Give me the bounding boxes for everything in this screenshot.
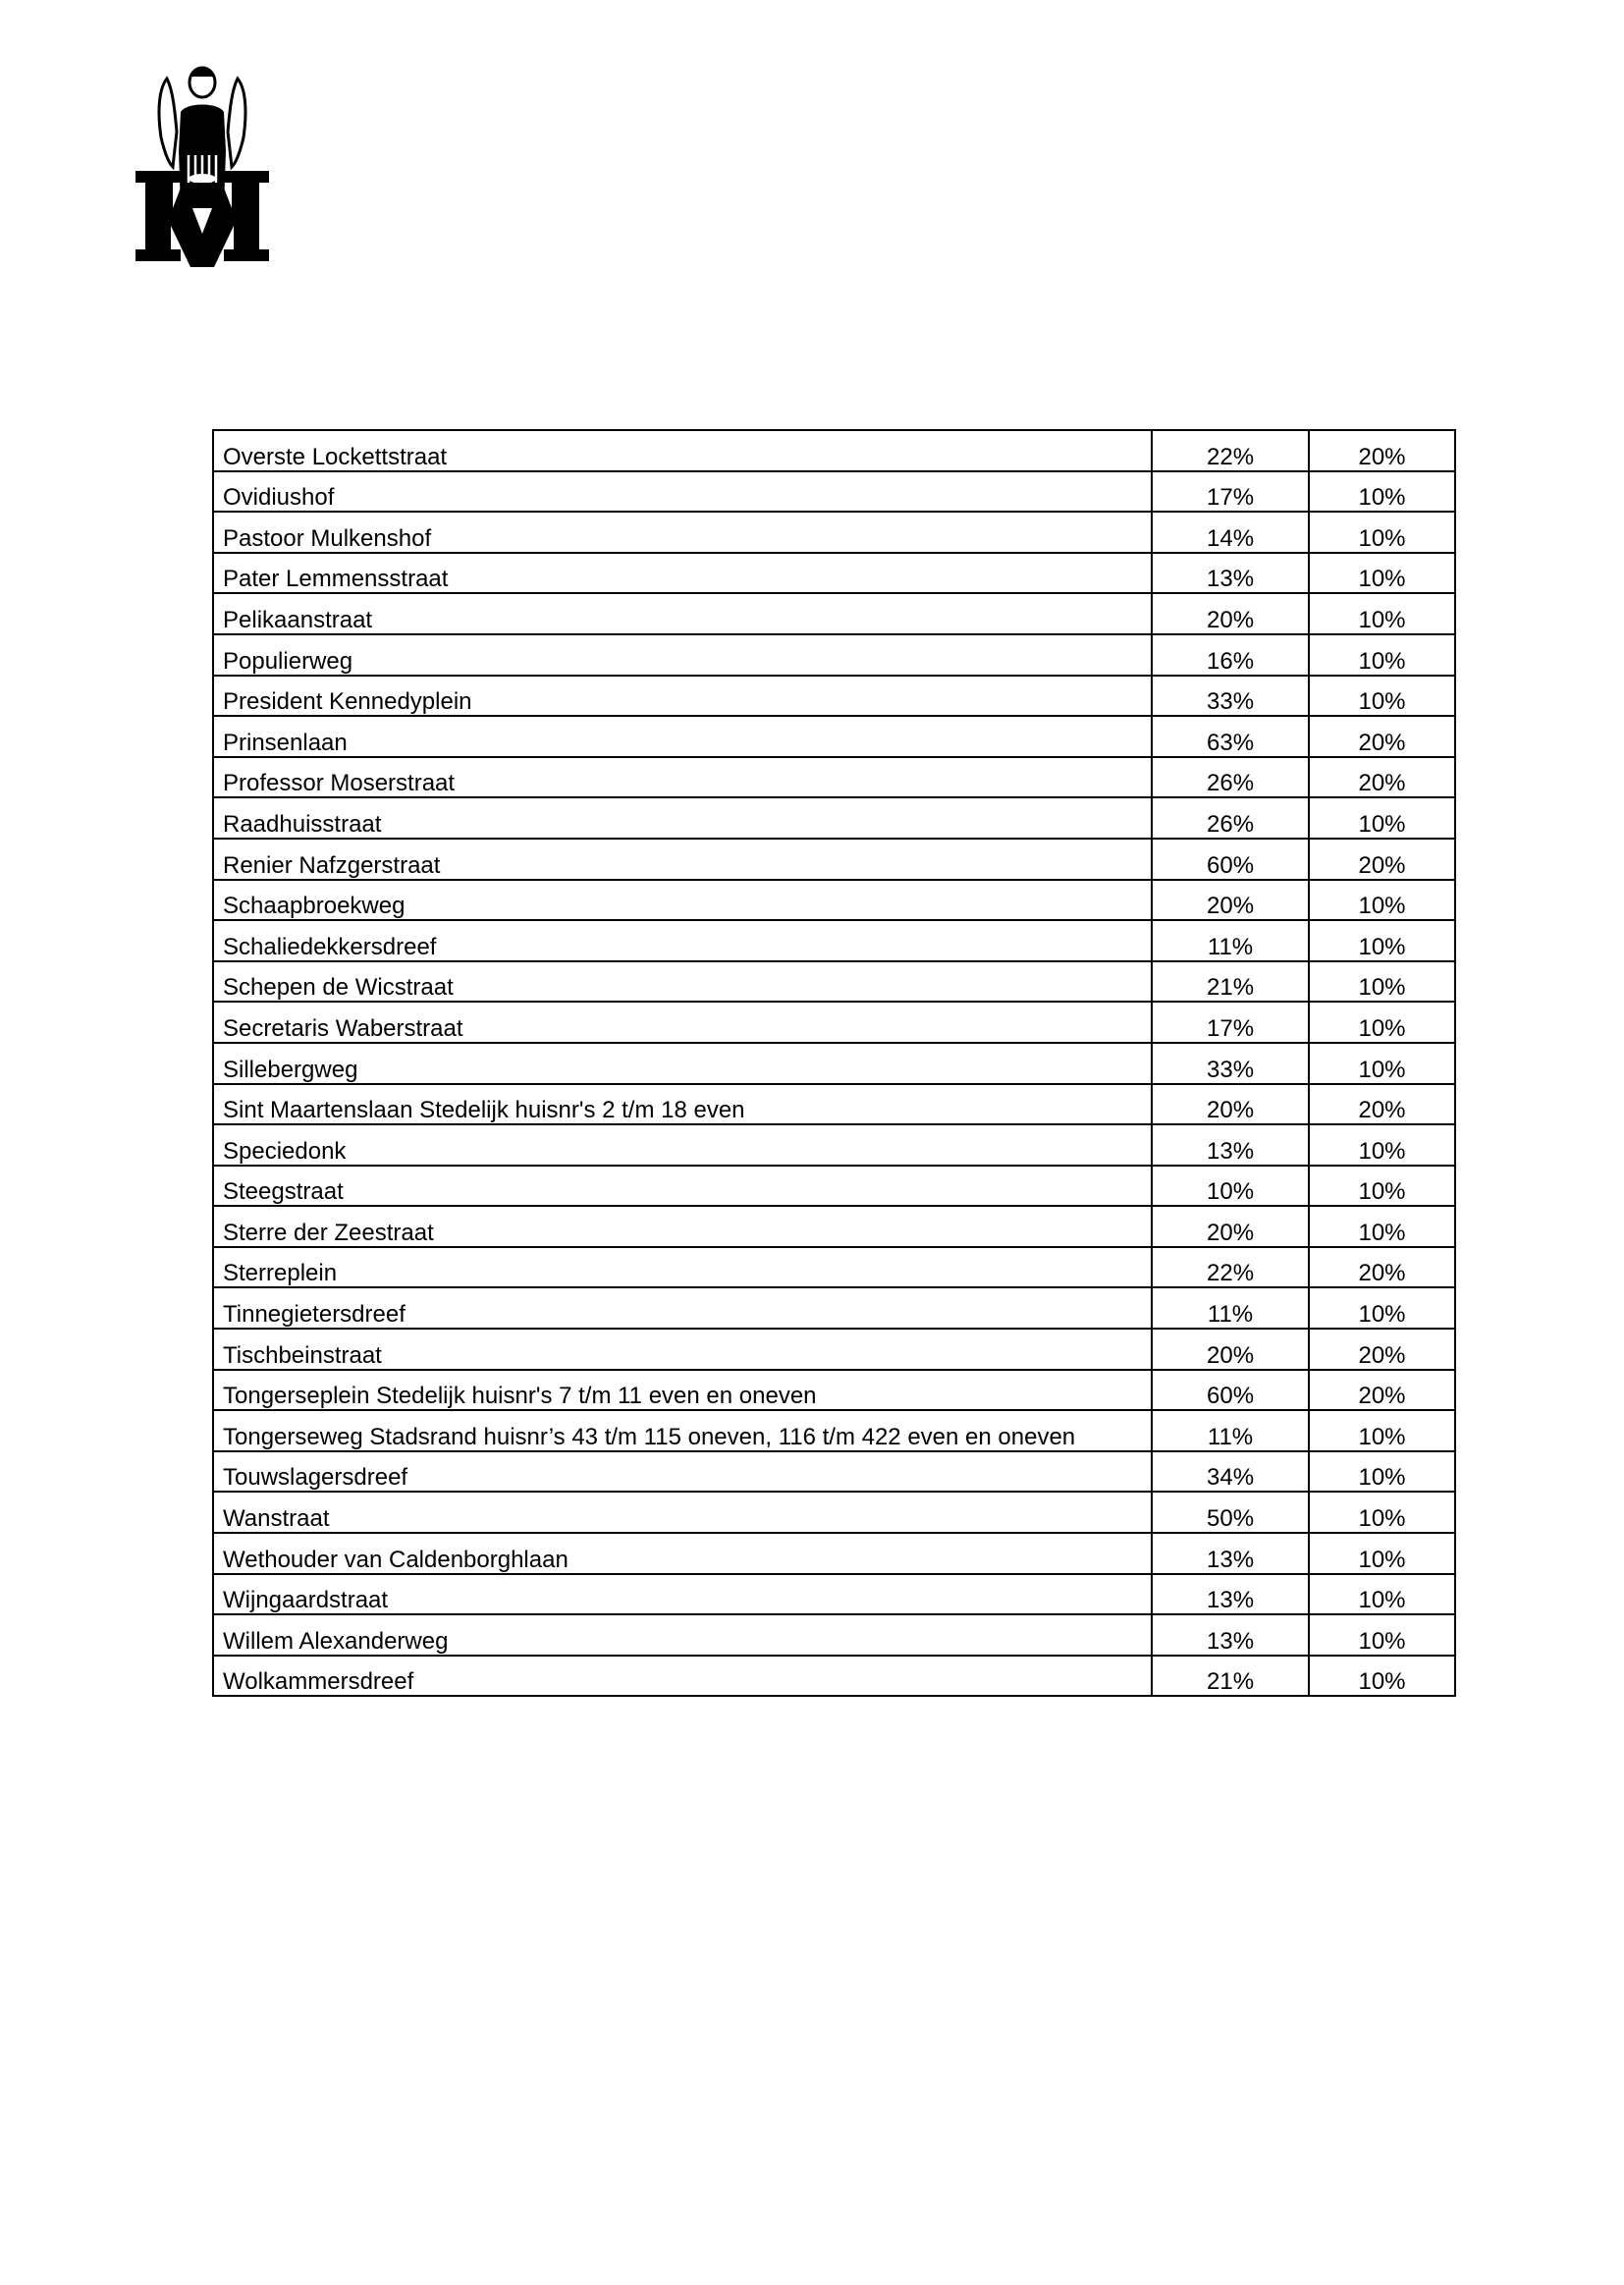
percentage-cell-2: 10% xyxy=(1309,593,1455,634)
percentage-cell-2: 10% xyxy=(1309,471,1455,513)
table-row xyxy=(213,1287,1455,1329)
percentage-cell-1: 22% xyxy=(1152,1247,1309,1288)
percentage-cell-1: 60% xyxy=(1152,839,1309,880)
percentage-cell-2: 10% xyxy=(1309,920,1455,961)
street-name-cell: Overste Lockettstraat xyxy=(213,430,1152,471)
percentage-cell-2: 20% xyxy=(1309,1370,1455,1411)
street-name-cell: Wethouder van Caldenborghlaan xyxy=(213,1533,1152,1574)
street-name-cell: Schaliedekkersdreef xyxy=(213,920,1152,961)
street-name-cell: Speciedonk xyxy=(213,1124,1152,1166)
percentage-cell-1: 20% xyxy=(1152,1084,1309,1125)
street-name-cell: Raadhuisstraat xyxy=(213,797,1152,839)
table-row xyxy=(213,1614,1455,1656)
street-name-cell: Tongerseplein Stedelijk huisnr's 7 t/m 11 even en oneven xyxy=(213,1370,1152,1411)
street-name-cell: Willem Alexanderweg xyxy=(213,1614,1152,1656)
percentage-cell-2: 10% xyxy=(1309,553,1455,594)
percentage-cell-1: 21% xyxy=(1152,1656,1309,1697)
street-name-cell: Tischbeinstraat xyxy=(213,1329,1152,1370)
percentage-cell-1: 33% xyxy=(1152,1043,1309,1084)
percentage-cell-2: 10% xyxy=(1309,797,1455,839)
table-row xyxy=(213,1084,1455,1125)
percentage-cell-1: 21% xyxy=(1152,961,1309,1003)
percentage-cell-1: 60% xyxy=(1152,1370,1309,1411)
table-row xyxy=(213,593,1455,634)
street-percentage-table xyxy=(212,429,1456,1697)
percentage-cell-2: 10% xyxy=(1309,1451,1455,1493)
table-row xyxy=(213,1206,1455,1247)
table-row xyxy=(213,1247,1455,1288)
street-name-cell: Secretaris Waberstraat xyxy=(213,1002,1152,1043)
percentage-cell-2: 20% xyxy=(1309,757,1455,798)
table-row xyxy=(213,920,1455,961)
street-name-cell: Populierweg xyxy=(213,634,1152,676)
percentage-cell-1: 10% xyxy=(1152,1166,1309,1207)
table-row xyxy=(213,839,1455,880)
street-name-cell: President Kennedyplein xyxy=(213,676,1152,717)
logo xyxy=(130,61,275,271)
street-name-cell: Steegstraat xyxy=(213,1166,1152,1207)
percentage-cell-1: 20% xyxy=(1152,880,1309,921)
percentage-cell-2: 20% xyxy=(1309,1247,1455,1288)
percentage-cell-1: 22% xyxy=(1152,430,1309,471)
street-name-cell: Sterre der Zeestraat xyxy=(213,1206,1152,1247)
street-name-cell: Touwslagersdreef xyxy=(213,1451,1152,1493)
percentage-cell-2: 20% xyxy=(1309,1329,1455,1370)
table-row xyxy=(213,1166,1455,1207)
street-name-cell: Schaapbroekweg xyxy=(213,880,1152,921)
street-name-cell: Tongerseweg Stadsrand huisnr’s 43 t/m 115 oneven, 116 t/m 422 even en oneven xyxy=(213,1410,1152,1451)
percentage-cell-1: 13% xyxy=(1152,1533,1309,1574)
percentage-cell-2: 10% xyxy=(1309,1002,1455,1043)
percentage-cell-2: 10% xyxy=(1309,512,1455,553)
percentage-cell-1: 13% xyxy=(1152,553,1309,594)
percentage-cell-2: 10% xyxy=(1309,1166,1455,1207)
percentage-cell-2: 10% xyxy=(1309,634,1455,676)
percentage-cell-1: 20% xyxy=(1152,1329,1309,1370)
percentage-cell-1: 20% xyxy=(1152,593,1309,634)
percentage-cell-1: 50% xyxy=(1152,1492,1309,1533)
percentage-cell-2: 10% xyxy=(1309,1043,1455,1084)
table-body xyxy=(213,430,1455,1696)
street-name-cell: Ovidiushof xyxy=(213,471,1152,513)
street-name-cell: Sillebergweg xyxy=(213,1043,1152,1084)
percentage-cell-2: 10% xyxy=(1309,1492,1455,1533)
percentage-cell-1: 13% xyxy=(1152,1124,1309,1166)
percentage-cell-2: 10% xyxy=(1309,1287,1455,1329)
street-name-cell: Wolkammersdreef xyxy=(213,1656,1152,1697)
street-name-cell: Pelikaanstraat xyxy=(213,593,1152,634)
street-name-cell: Professor Moserstraat xyxy=(213,757,1152,798)
angel-m-emblem-icon xyxy=(130,61,275,271)
street-name-cell: Sterreplein xyxy=(213,1247,1152,1288)
percentage-cell-2: 10% xyxy=(1309,1656,1455,1697)
percentage-cell-2: 10% xyxy=(1309,1124,1455,1166)
percentage-cell-1: 16% xyxy=(1152,634,1309,676)
percentage-cell-2: 10% xyxy=(1309,1206,1455,1247)
table-row xyxy=(213,471,1455,513)
table-row xyxy=(213,1043,1455,1084)
table-row xyxy=(213,1329,1455,1370)
table-row xyxy=(213,1533,1455,1574)
street-name-cell: Prinsenlaan xyxy=(213,716,1152,757)
percentage-cell-2: 10% xyxy=(1309,961,1455,1003)
percentage-cell-2: 20% xyxy=(1309,430,1455,471)
percentage-cell-1: 20% xyxy=(1152,1206,1309,1247)
percentage-cell-1: 17% xyxy=(1152,471,1309,513)
table-row xyxy=(213,430,1455,471)
street-name-cell: Renier Nafzgerstraat xyxy=(213,839,1152,880)
table-row xyxy=(213,961,1455,1003)
street-name-cell: Pastoor Mulkenshof xyxy=(213,512,1152,553)
table-row xyxy=(213,1002,1455,1043)
percentage-cell-2: 10% xyxy=(1309,1533,1455,1574)
table-row xyxy=(213,1451,1455,1493)
percentage-cell-1: 33% xyxy=(1152,676,1309,717)
table-row xyxy=(213,716,1455,757)
street-name-cell: Schepen de Wicstraat xyxy=(213,961,1152,1003)
percentage-cell-1: 13% xyxy=(1152,1614,1309,1656)
percentage-cell-1: 63% xyxy=(1152,716,1309,757)
percentage-cell-1: 13% xyxy=(1152,1574,1309,1615)
street-name-cell: Wijngaardstraat xyxy=(213,1574,1152,1615)
table-row xyxy=(213,1370,1455,1411)
percentage-cell-2: 20% xyxy=(1309,1084,1455,1125)
table-row xyxy=(213,1656,1455,1697)
street-name-cell: Pater Lemmensstraat xyxy=(213,553,1152,594)
table-row xyxy=(213,553,1455,594)
percentage-cell-2: 10% xyxy=(1309,676,1455,717)
table-row xyxy=(213,757,1455,798)
percentage-cell-2: 10% xyxy=(1309,1410,1455,1451)
percentage-cell-1: 11% xyxy=(1152,1287,1309,1329)
table-row xyxy=(213,1124,1455,1166)
table-row xyxy=(213,797,1455,839)
street-name-cell: Tinnegietersdreef xyxy=(213,1287,1152,1329)
table-row xyxy=(213,1574,1455,1615)
table-row xyxy=(213,880,1455,921)
percentage-cell-2: 10% xyxy=(1309,880,1455,921)
percentage-cell-1: 26% xyxy=(1152,757,1309,798)
percentage-cell-1: 17% xyxy=(1152,1002,1309,1043)
street-name-cell: Wanstraat xyxy=(213,1492,1152,1533)
percentage-cell-1: 14% xyxy=(1152,512,1309,553)
percentage-cell-2: 10% xyxy=(1309,1574,1455,1615)
table-row xyxy=(213,634,1455,676)
percentage-cell-1: 11% xyxy=(1152,920,1309,961)
percentage-cell-2: 10% xyxy=(1309,1614,1455,1656)
percentage-cell-1: 34% xyxy=(1152,1451,1309,1493)
table-row xyxy=(213,1492,1455,1533)
percentage-cell-1: 26% xyxy=(1152,797,1309,839)
percentage-cell-1: 11% xyxy=(1152,1410,1309,1451)
table-row xyxy=(213,512,1455,553)
table-row xyxy=(213,676,1455,717)
table-row xyxy=(213,1410,1455,1451)
percentage-cell-2: 20% xyxy=(1309,839,1455,880)
street-name-cell: Sint Maartenslaan Stedelijk huisnr's 2 t/m 18 even xyxy=(213,1084,1152,1125)
percentage-cell-2: 20% xyxy=(1309,716,1455,757)
